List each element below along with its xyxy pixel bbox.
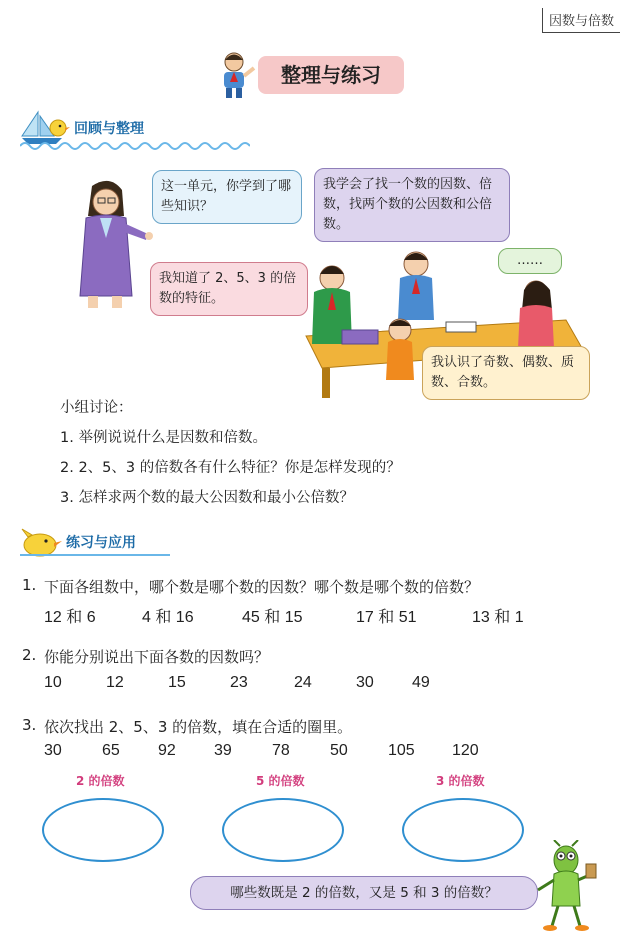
teacher-illustration: [62, 178, 154, 310]
boy-top-speech-bubble: 我学会了找一个数的因数、倍数，找两个数的公因数和公倍数。: [314, 168, 510, 242]
practice-section-label: 练习与应用: [66, 535, 136, 551]
q1-item: 45 和 15: [242, 609, 303, 626]
q3-item: 120: [452, 742, 479, 759]
q2-item: 15: [168, 674, 186, 691]
q2-item: 23: [230, 674, 248, 691]
question-3-number: 3.: [22, 716, 37, 734]
oval-multiples-of-5: [222, 798, 344, 862]
oval-multiples-of-2: [42, 798, 164, 862]
q2-item: 24: [294, 674, 312, 691]
q1-item: 13 和 1: [472, 609, 524, 626]
question-2-number: 2.: [22, 646, 37, 664]
practice-underline: [20, 554, 170, 556]
final-question-bubble: 哪些数既是 2 的倍数，又是 5 和 3 的倍数？: [190, 876, 538, 910]
q2-item: 49: [412, 674, 430, 691]
boy-mascot-icon: [212, 48, 256, 100]
grasshopper-mascot-icon: [530, 840, 602, 932]
teacher-speech-bubble: 这一单元，你学到了哪些知识？: [152, 170, 302, 224]
q1-item: 12 和 6: [44, 609, 96, 626]
q3-item: 30: [44, 742, 62, 759]
discussion-item-2: 2. 2、5、3 的倍数各有什么特征？你是怎样发现的？: [60, 460, 401, 476]
review-section-label: 回顾与整理: [74, 121, 144, 137]
q3-item: 105: [388, 742, 415, 759]
discussion-item-3: 3. 怎样求两个数的最大公因数和最小公倍数？: [60, 490, 354, 506]
question-3-text: 依次找出 2、5、3 的倍数，填在合适的圈里。: [44, 718, 353, 736]
wavy-divider: [20, 140, 250, 152]
q3-item: 39: [214, 742, 232, 759]
q3-item: 92: [158, 742, 176, 759]
discussion-item-1: 1. 举例说说什么是因数和倍数。: [60, 430, 267, 446]
q2-item: 12: [106, 674, 124, 691]
oval-label-multiples-of-5: 5 的倍数: [256, 774, 305, 788]
q3-item: 65: [102, 742, 120, 759]
boy-left-speech-bubble: 我知道了 2、5、3 的倍数的特征。: [150, 262, 308, 316]
q2-item: 10: [44, 674, 62, 691]
question-1-text: 下面各组数中，哪个数是哪个数的因数？哪个数是哪个数的倍数？: [44, 578, 480, 596]
oval-label-multiples-of-3: 3 的倍数: [436, 774, 485, 788]
oval-multiples-of-3: [402, 798, 524, 862]
chapter-header: 因数与倍数: [542, 8, 620, 33]
bottom-right-speech-bubble: 我认识了奇数、偶数、质数、合数。: [422, 346, 590, 400]
page-title: 整理与练习: [258, 56, 404, 94]
girl-right-speech-bubble: ……: [498, 248, 562, 274]
q3-item: 50: [330, 742, 348, 759]
q3-item: 78: [272, 742, 290, 759]
question-2-text: 你能分别说出下面各数的因数吗？: [44, 648, 270, 666]
q2-item: 30: [356, 674, 374, 691]
discussion-title: 小组讨论：: [60, 400, 133, 416]
oval-label-multiples-of-2: 2 的倍数: [76, 774, 125, 788]
q1-item: 4 和 16: [142, 609, 194, 626]
q1-item: 17 和 51: [356, 609, 417, 626]
question-1-number: 1.: [22, 576, 37, 594]
